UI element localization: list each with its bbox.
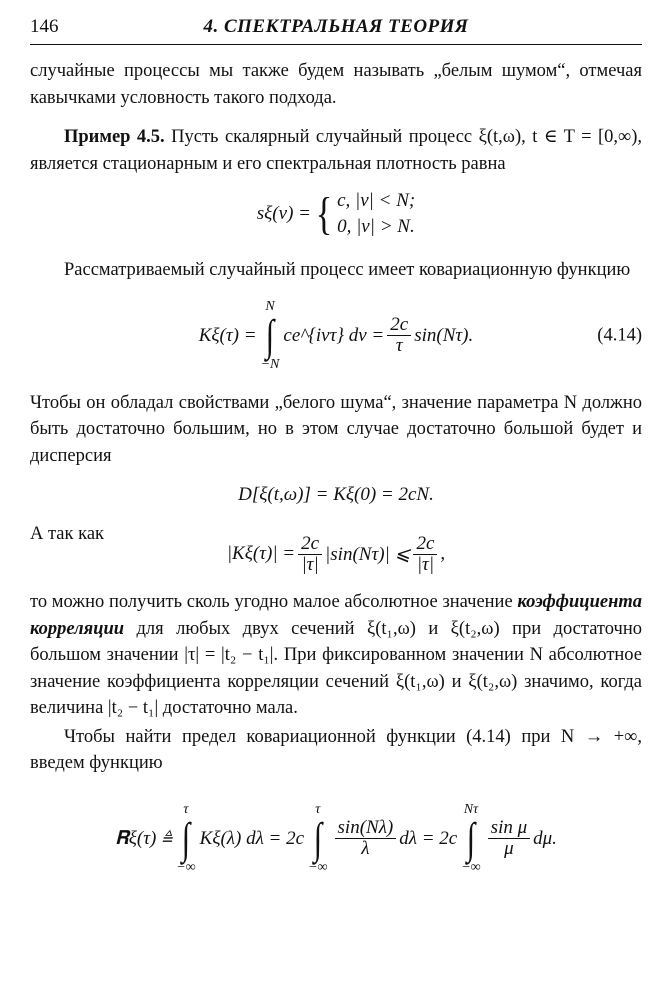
- header-rule: [30, 44, 642, 45]
- paragraph-limit: Чтобы найти предел ковариационной функции (4.14) при N → +∞, введем функцию: [30, 726, 642, 773]
- eq414-fraction: [387, 315, 411, 356]
- correlation-term: коэффициента корреляции: [30, 592, 643, 639]
- abs-num-2: 2c: [413, 534, 437, 555]
- density-case-2: 0, |ν| > N.: [337, 216, 415, 237]
- correlation-after: для любых двух сечений ξ(t₁,ω) и ξ(t₂,ω) при достаточно большом значении |τ| = |t₂ − t₁|. При фиксированном значении N абсолютное значение коэффициента корреляции сечений ξ(t₁,ω) и ξ(t₂,ω) значимо, когда величина |t₂ − t₁| достаточно мала.: [30, 618, 642, 718]
- paragraph-covariance: Рассматриваемый случайный процесс имеет ковариационную функцию: [64, 260, 631, 280]
- paragraph-correlation: [30, 589, 642, 722]
- page-number: 146: [30, 16, 59, 37]
- equation-abs-row: [30, 521, 642, 587]
- eq414-den: τ: [395, 335, 403, 356]
- R-fraction-3: [488, 818, 530, 859]
- equation-variance: [30, 469, 642, 521]
- equation-spectral-density: [30, 177, 642, 251]
- correlation-before: то можно получить сколь угодно малое абсолютное значение: [30, 592, 513, 612]
- left-brace: {: [315, 188, 333, 239]
- abs-tail: ,: [440, 543, 446, 564]
- frac3-num: sin μ: [488, 818, 530, 839]
- abs-num-1: 2c: [298, 534, 322, 555]
- abs-mid: |sin(Nτ)| ⩽: [325, 543, 411, 565]
- R-tail: dμ.: [533, 827, 557, 849]
- variance-formula: D[ξ(t,ω)] = Kξ(0) = 2cN.: [238, 484, 434, 505]
- eq414-lhs: Kξ(τ) =: [198, 324, 257, 346]
- eq414-tail: sin(Nτ).: [414, 324, 474, 346]
- frac2-num: sin(Nλ): [335, 818, 397, 839]
- equation-4-14: [30, 290, 642, 382]
- equation-R: [30, 781, 642, 897]
- lower-limit: −N: [260, 356, 280, 372]
- upper-limit: N: [265, 298, 275, 314]
- eq414-num: 2c: [387, 315, 411, 336]
- abs-den-2: |τ|: [416, 553, 435, 575]
- abs-lhs: |Kξ(τ)| =: [226, 543, 296, 564]
- int2-lower: −∞: [308, 859, 328, 875]
- integral-1: τ ∫ −∞: [176, 801, 196, 875]
- int1-lower: −∞: [176, 859, 196, 875]
- R-mid: dλ = 2c: [399, 827, 458, 849]
- frac3-den: μ: [504, 838, 514, 859]
- paragraph-white-noise: случайные процессы мы также будем называть „белым шумом“, отмечая кавычками условность такого подхода.: [30, 61, 642, 108]
- running-header: [30, 14, 642, 42]
- R-lhs: 𝐑ξ(τ) ≜: [115, 827, 173, 849]
- int1-body: Kξ(λ) dλ = 2c: [199, 827, 305, 849]
- abs-fraction-2: [413, 534, 437, 575]
- frac2-den: λ: [361, 838, 370, 859]
- example-label: Пример 4.5.: [64, 127, 165, 147]
- int2-upper: τ: [315, 801, 321, 817]
- density-cases: [337, 188, 415, 240]
- density-lhs: sξ(ν) =: [256, 203, 311, 224]
- int1-upper: τ: [183, 801, 189, 817]
- running-title: 4. СПЕКТРАЛЬНАЯ ТЕОРИЯ: [203, 16, 469, 37]
- integral-3: Nτ ∫ −∞: [461, 801, 481, 875]
- integral-2: τ ∫ −∞: [308, 801, 328, 875]
- integral-sign: N ∫ −N: [260, 298, 280, 372]
- paragraph-variance: Чтобы он обладал свойствами „белого шума“, значение параметра N должно быть достаточно большим, но в этом случае достаточно большой будет и дисперсия: [30, 392, 642, 466]
- paragraph-example: [30, 124, 642, 177]
- example-text: Пусть скалярный случайный процесс ξ(t,ω), t ∈ T = [0,∞), является стационарным и его спектральная плотность равна: [30, 127, 642, 174]
- page: [30, 14, 642, 897]
- int3-lower: −∞: [461, 859, 481, 875]
- abs-den-1: |τ|: [301, 553, 319, 575]
- R-fraction-2: [335, 818, 397, 859]
- equation-abs: [30, 521, 642, 587]
- int3-upper: Nτ: [463, 801, 479, 817]
- equation-number: (4.14): [597, 325, 642, 345]
- eq414-integrand: ce^{iντ} dν =: [283, 324, 385, 346]
- abs-fraction-1: [298, 534, 322, 575]
- abs-lead: А так как: [30, 524, 105, 544]
- density-case-1: c, |ν| < N;: [337, 190, 416, 211]
